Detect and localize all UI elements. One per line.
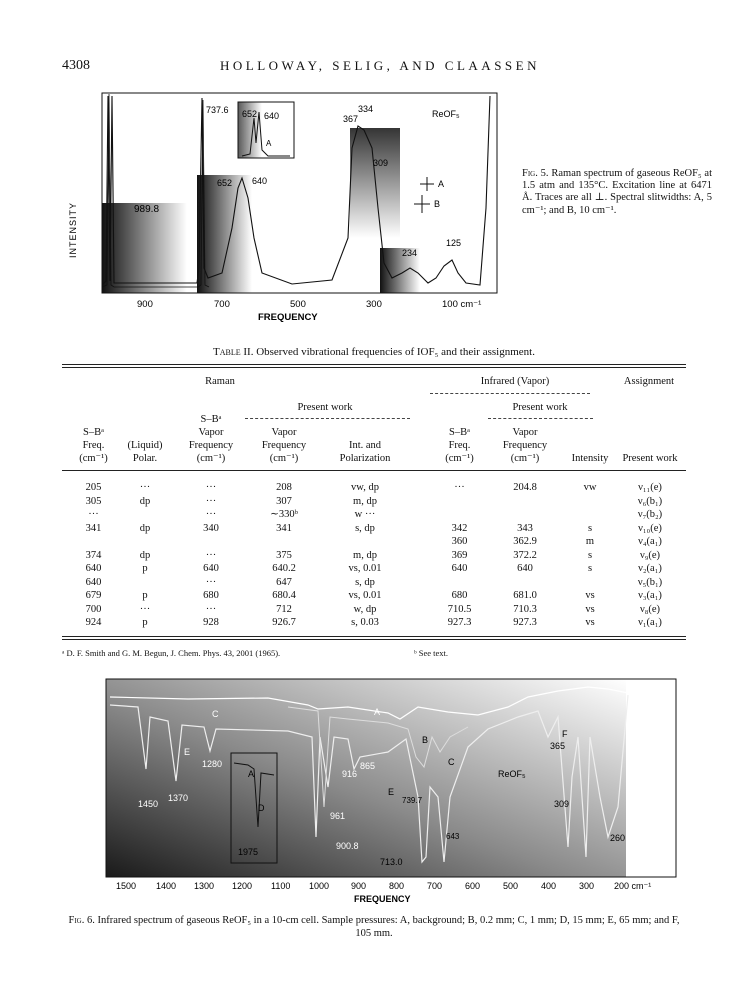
- table-2-bottom-rule: [62, 636, 686, 637]
- table-cell: 640: [85, 563, 102, 574]
- figure-5-shade-left: [102, 203, 187, 293]
- figure-5-tick-500: 500: [290, 299, 306, 310]
- figure-5-x-label: FREQUENCY: [258, 312, 318, 323]
- figure-6-ir-spectrum: [88, 677, 688, 909]
- table-cell: 204.8: [513, 482, 537, 493]
- figure-5-legend-a: A: [438, 179, 445, 189]
- figure-5-compound: ReOF₅: [432, 109, 460, 119]
- table-cell: 712: [276, 603, 292, 615]
- figure-5-peak-234: 234: [402, 248, 418, 258]
- figure-6-caption: [62, 914, 686, 940]
- figure-6-band-260: 260: [610, 833, 626, 843]
- table-cell: m, dp: [353, 495, 377, 507]
- table-2-col-intensity: Intensity: [571, 453, 609, 464]
- figure-5-inset-label-652: 652: [242, 109, 258, 119]
- figure-6-band-365: 365: [550, 741, 566, 751]
- table-2-group-raman: Raman: [205, 376, 235, 387]
- figure-6-background-right: [626, 679, 676, 877]
- table-cell: 927.3: [513, 617, 537, 628]
- figure-6-band-865: 865: [360, 761, 376, 771]
- table-2-top-rule: [62, 364, 686, 365]
- figure-6-trace-label-c2: C: [448, 757, 455, 767]
- table-cell: 343: [517, 522, 533, 534]
- table-cell: ν₅(b₁): [637, 576, 663, 588]
- table-cell: ···: [205, 509, 217, 520]
- table-2-bottom-rule-2: [62, 639, 686, 640]
- table-cell: vs: [585, 590, 595, 601]
- table-cell: 640.2: [272, 563, 296, 574]
- figure-6-tick-1000: 1000: [309, 881, 330, 891]
- figure-6-band-1370: 1370: [168, 793, 189, 803]
- table-cell: p: [142, 590, 148, 601]
- figure-6-caption-text: Infrared spectrum of gaseous ReOF₅ in a 10-cm cell. Sample pressures: A, background; B, 0.2 mm; C, 1 mm; D, 15 mm; E, 65 mm; and F, 105 mm.: [97, 915, 680, 939]
- figure-6-trace-label-b: B: [422, 735, 429, 745]
- table-cell: 700: [85, 603, 102, 615]
- table-cell: 374: [85, 549, 102, 561]
- table-2-col-vapor-freq: [249, 426, 319, 465]
- figure-6-tick-1200: 1200: [232, 881, 253, 891]
- table-2-col-ir-vapor-freq: [490, 426, 560, 465]
- figure-5-caption: [522, 168, 712, 217]
- table-cell: m: [585, 536, 595, 547]
- table-2-present-work-ir: Present work: [512, 402, 568, 413]
- figure-5-caption-lead: Fig. 5.: [522, 168, 549, 179]
- table-cell: 640: [203, 563, 219, 574]
- figure-5-raman-spectrum: [62, 88, 502, 328]
- figure-5-peak-334: 334: [358, 104, 374, 114]
- table-2-group-assign: Assignment: [623, 376, 675, 387]
- table-cell: 927.3: [447, 617, 472, 628]
- table-cell: ···: [205, 549, 217, 561]
- table-cell: p: [142, 617, 148, 628]
- table-cell: s: [587, 522, 593, 534]
- figure-6-compound: ReOF₅: [498, 769, 526, 779]
- figure-6-band-739: 739.7: [402, 796, 423, 805]
- figure-6-band-309: 309: [554, 799, 570, 809]
- table-cell: 375: [276, 549, 292, 561]
- table-cell: vw, dp: [351, 482, 379, 493]
- figure-6-trace-label-e2: E: [388, 787, 395, 797]
- figure-6-tick-300: 300: [579, 881, 595, 891]
- table-2-col3-line3: Frequency: [188, 440, 234, 451]
- table-2-top-rule-2: [62, 367, 686, 368]
- figure-6-tick-800: 800: [389, 881, 405, 891]
- table-cell: 360: [451, 536, 468, 547]
- table-cell: 205: [85, 482, 102, 493]
- figure-5-peak-737: 737.6: [206, 105, 229, 115]
- table-2-col6-line3: (cm⁻¹): [445, 453, 474, 464]
- table-cell: ···: [139, 603, 151, 615]
- table-2-title: [62, 346, 686, 358]
- table-cell: 362.9: [513, 536, 537, 547]
- table-cell: dp: [139, 549, 151, 561]
- table-2-col7-line3: (cm⁻¹): [510, 453, 540, 464]
- table-cell: vs: [585, 617, 595, 628]
- table-2-col6-line1: S–Bᵃ: [449, 427, 470, 438]
- table-cell: ···: [205, 603, 217, 615]
- table-cell: 681.0: [513, 590, 537, 601]
- table-2-col4-line3: (cm⁻¹): [269, 453, 299, 464]
- table-cell: 307: [276, 495, 292, 507]
- table-cell: s, 0.03: [351, 617, 379, 628]
- figure-5-inset-label-640: 640: [264, 111, 280, 121]
- table-cell: 305: [85, 495, 102, 507]
- figure-6-trace-label-f: F: [562, 729, 568, 739]
- figure-5-inset-label-a: A: [266, 139, 272, 148]
- figure-6-tick-700: 700: [427, 881, 443, 891]
- table-2-col5-line1: Int. and: [348, 440, 382, 451]
- table-cell: 342: [451, 522, 468, 534]
- table-cell: 926.7: [272, 617, 296, 628]
- table-2-group-ir: Infrared (Vapor): [480, 376, 550, 387]
- table-cell: 341: [276, 522, 292, 534]
- table-cell: ···: [454, 482, 465, 493]
- table-cell: 369: [451, 549, 468, 561]
- table-2-col-sb-vapor: [176, 413, 246, 465]
- table-cell: ···: [205, 576, 217, 588]
- table-cell: ···: [139, 482, 151, 493]
- figure-6-tick-1400: 1400: [156, 881, 177, 891]
- table-2-pw-raman-subrule: [245, 418, 410, 419]
- table-cell: ν₁(a₁): [638, 617, 662, 628]
- table-cell: ν₃(a₁): [638, 590, 662, 601]
- table-2-pw-ir-subrule: [488, 418, 593, 419]
- figure-6-band-1450: 1450: [138, 799, 159, 809]
- figure-6-tick-1500: 1500: [116, 881, 137, 891]
- table-2-col-ir-sb-freq: [432, 426, 487, 465]
- table-cell: dp: [139, 495, 151, 507]
- table-2-col5-line2: Polarization: [339, 453, 391, 464]
- table-2-col2-line1: (Liquid): [127, 440, 163, 451]
- table-2-col1-line3: (cm⁻¹): [79, 453, 108, 464]
- figure-6-inset-a: A: [248, 769, 255, 779]
- table-cell: 640: [517, 563, 533, 574]
- figure-6-band-643: 643: [446, 832, 460, 841]
- figure-5-tick-700: 700: [214, 299, 230, 310]
- table-cell: ν₆(b₁): [637, 495, 663, 507]
- table-2-title-text: Observed vibrational frequencies of IOF₅ and their assignment.: [256, 346, 535, 358]
- table-cell: 924: [85, 617, 102, 628]
- figure-6-trace-label-e: E: [184, 747, 191, 757]
- table-cell: 710.3: [513, 603, 537, 615]
- running-head-authors: HOLLOWAY, SELIG, AND CLAASSEN: [220, 58, 540, 73]
- table-cell: ···: [205, 482, 217, 493]
- table-2-title-lead: Table II.: [213, 346, 254, 358]
- table-cell: ν₉(e): [639, 549, 661, 561]
- table-2-col3-line4: (cm⁻¹): [196, 453, 226, 464]
- table-cell: ···: [88, 509, 99, 520]
- figure-6-trace-label-c: C: [212, 709, 219, 719]
- table-cell: 928: [203, 617, 219, 628]
- figure-5-tick-100: 100 cm⁻¹: [442, 299, 482, 310]
- table-cell: ν₁₁(e): [638, 482, 662, 493]
- table-cell: ···: [205, 495, 217, 507]
- table-cell: 647: [276, 576, 292, 588]
- figure-5-peak-989: 989.8: [134, 204, 160, 215]
- figure-6-tick-1300: 1300: [194, 881, 215, 891]
- table-2-col6-line2: Freq.: [448, 440, 471, 451]
- table-cell: vs: [585, 603, 595, 615]
- table-cell: m, dp: [353, 549, 377, 561]
- table-2-col1-line1: S–Bᵃ: [83, 427, 104, 438]
- table-2-col2-line2: Polar.: [132, 453, 158, 464]
- table-cell: 372.2: [513, 549, 537, 561]
- table-cell: p: [142, 563, 148, 574]
- table-2-col-liquid-polar: [120, 439, 170, 465]
- table-cell: w, dp: [353, 603, 377, 615]
- figure-5-peak-309: 309: [373, 158, 389, 168]
- figure-5-y-label: INTENSITY: [68, 201, 78, 258]
- figure-6-trace-label-a: A: [374, 707, 381, 717]
- table-2-ir-subrule: [430, 393, 590, 394]
- figure-6-inset-d: D: [258, 803, 265, 813]
- figure-6-band-1280: 1280: [202, 759, 223, 769]
- figure-5-caption-text: Raman spectrum of gaseous ReOF₅ at 1.5 atm and 135°C. Excitation line at 6471 Å. Traces are all ⊥. Spectral slitwidths: A, 5 cm⁻¹; and B, 10 cm⁻¹.: [522, 168, 713, 216]
- table-cell: 341: [85, 522, 102, 534]
- table-cell: ν₄(a₁): [638, 536, 662, 547]
- figure-6-band-916: 916: [342, 769, 358, 779]
- table-2-col7-line2: Frequency: [502, 440, 548, 451]
- table-cell: 680: [203, 590, 219, 601]
- table-2-col4-line1: Vapor: [271, 427, 297, 438]
- table-cell: 679: [85, 590, 102, 601]
- table-cell: s: [587, 549, 593, 561]
- table-cell: s: [587, 563, 593, 574]
- table-2-col-int-polar: [325, 439, 405, 465]
- figure-6-tick-1100: 1100: [271, 881, 291, 891]
- table-cell: 710.5: [447, 603, 472, 615]
- figure-6-caption-lead: Fig. 6.: [68, 915, 95, 926]
- figure-6-band-961: 961: [330, 811, 346, 821]
- table-2-col-assign-present: Present work: [622, 453, 678, 464]
- figure-6-plot: [88, 677, 688, 909]
- table-cell: 680: [451, 590, 468, 601]
- table-2-col4-line2: Frequency: [261, 440, 307, 451]
- figure-6-background: [106, 679, 626, 877]
- table-cell: 640: [451, 563, 468, 574]
- figure-6-band-900: 900.8: [336, 841, 359, 851]
- table-cell: vw: [583, 482, 597, 493]
- table-cell: 208: [276, 482, 292, 493]
- table-cell: ν₂(a₁): [638, 563, 662, 574]
- table-cell: ∼330ᵇ: [270, 509, 298, 520]
- table-2-col3-line2: Vapor: [198, 427, 224, 438]
- table-cell: 340: [203, 522, 219, 534]
- figure-6-tick-600: 600: [465, 881, 481, 891]
- table-cell: vs, 0.01: [348, 590, 382, 601]
- figure-5-plot: [62, 88, 502, 328]
- figure-5-tick-300: 300: [366, 299, 382, 310]
- page-number: 4308: [62, 58, 90, 73]
- figure-6-x-label: FREQUENCY: [354, 894, 411, 904]
- table-cell: w ···: [354, 509, 376, 520]
- figure-6-inset-1975: 1975: [238, 847, 259, 857]
- figure-6-y-label: —TRANSMITTANCE—: [94, 730, 104, 839]
- figure-6-tick-500: 500: [503, 881, 519, 891]
- figure-6-band-713: 713.0: [380, 857, 403, 867]
- table-cell: vs, 0.01: [348, 563, 382, 574]
- table-2-col7-line1: Vapor: [512, 427, 538, 438]
- figure-5-peak-640: 640: [252, 176, 268, 186]
- table-cell: ν₈(e): [639, 603, 661, 615]
- table-2-footnote-a: ᵃ D. F. Smith and G. M. Begun, J. Chem. Phys. 43, 2001 (1965).: [62, 648, 281, 658]
- table-2-present-work-raman: Present work: [297, 402, 353, 413]
- table-cell: dp: [139, 522, 151, 534]
- table-2-col-sb-freq: [66, 426, 121, 465]
- figure-5-peak-367: 367: [343, 114, 359, 124]
- table-cell: 680.4: [272, 590, 296, 601]
- table-cell: ν₇(b₂): [637, 509, 663, 520]
- figure-6-tick-200: 200 cm⁻¹: [614, 881, 652, 891]
- table-cell: 640: [85, 576, 102, 588]
- table-2-col1-line2: Freq.: [82, 440, 105, 451]
- table-cell: s, dp: [355, 576, 375, 588]
- figure-5-peak-125: 125: [446, 238, 462, 248]
- figure-6-tick-900: 900: [351, 881, 367, 891]
- table-2-header-rule: [62, 470, 686, 471]
- table-cell: s, dp: [355, 522, 375, 534]
- table-2-col3-line1: S–Bᵃ: [200, 414, 222, 425]
- table-cell: ν₁₀(e): [638, 522, 662, 534]
- figure-5-peak-652: 652: [217, 178, 233, 188]
- figure-5-legend-b: B: [434, 199, 441, 209]
- figure-5-tick-900: 900: [137, 299, 153, 310]
- table-2-footnote-b: ᵇ See text.: [414, 648, 449, 658]
- figure-6-tick-400: 400: [541, 881, 557, 891]
